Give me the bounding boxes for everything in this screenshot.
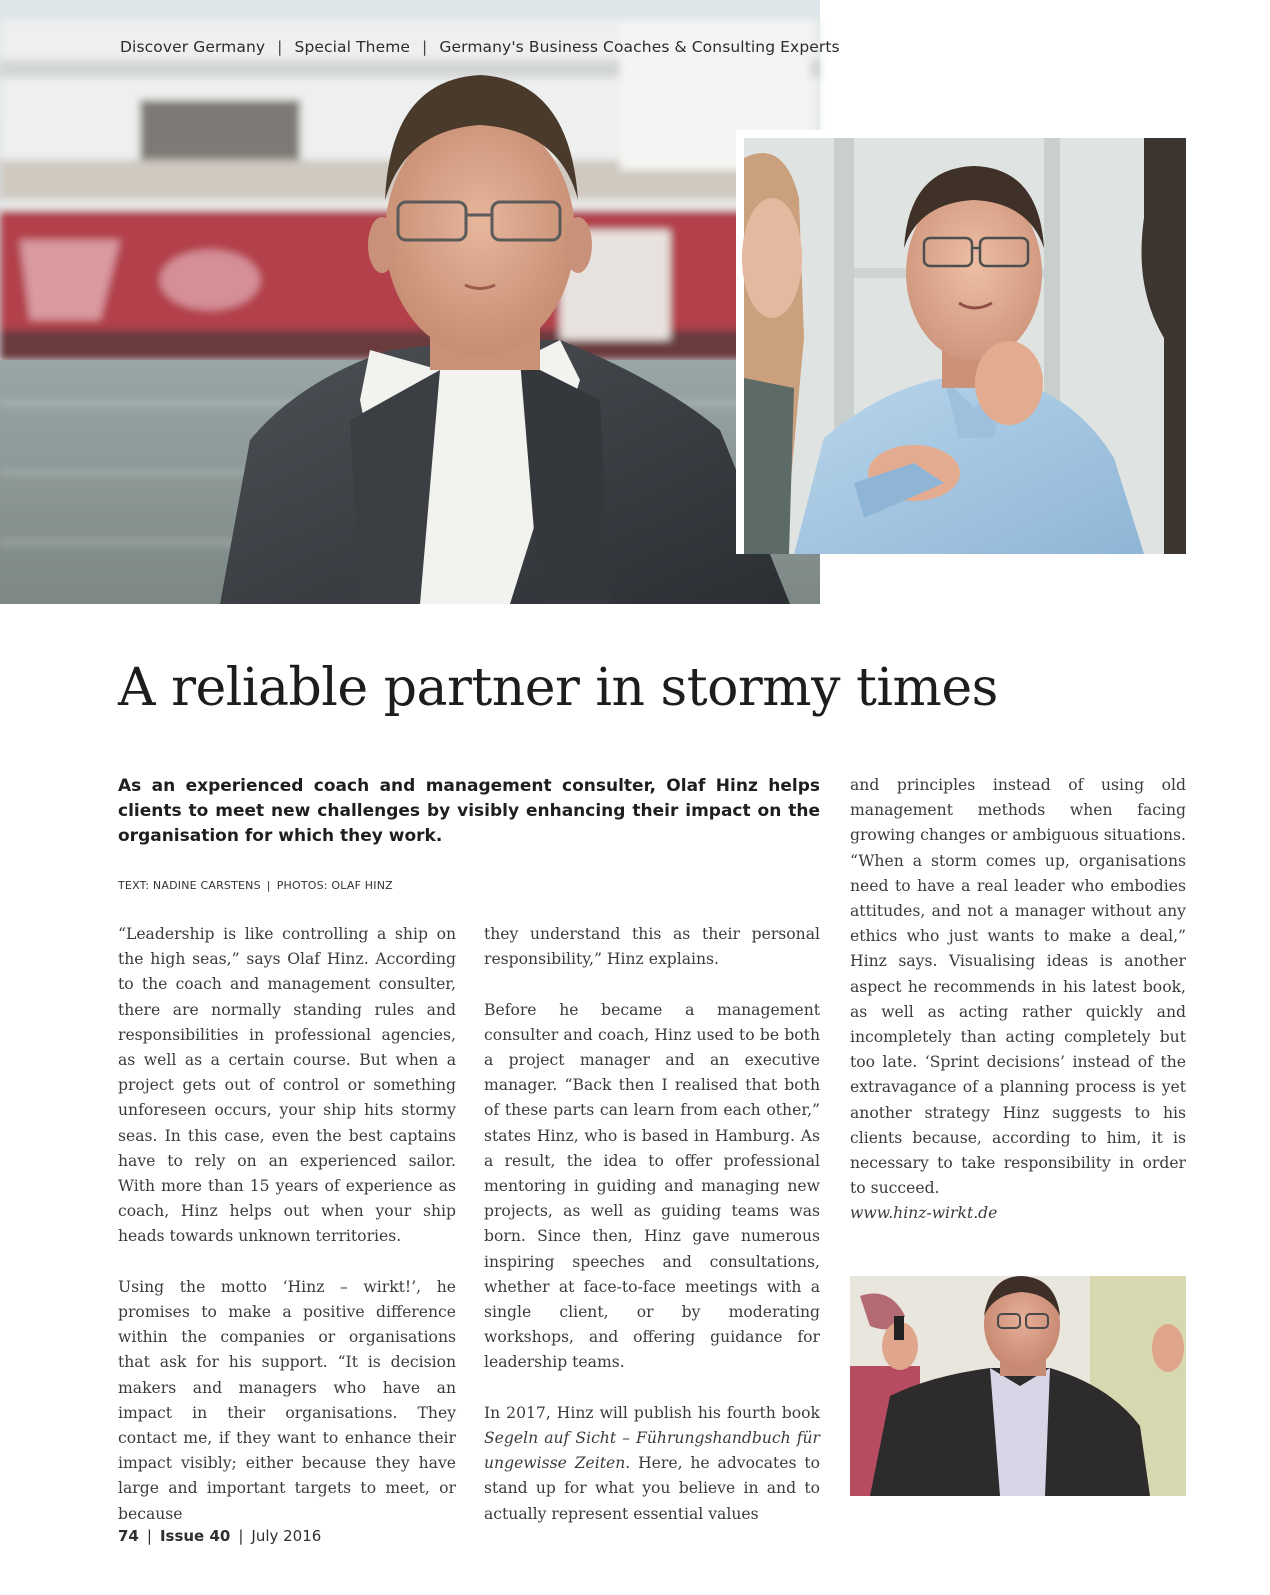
body-paragraph: Before he became a management consulter and coach, Hinz used to be both a project manager and an executive manager. “Back then I realised that both of these parts can learn from each other,” states Hinz, who is based in Hamburg. As a result, the idea to offer professional mentoring in guiding and managing new projects, as well as guiding teams was born. Since then, Hinz gave numerous inspiring speeches and consultations, whether at face-to-face meetings with a single client, or by moderating workshops, and offering guidance for leadership teams.	[484, 1000, 820, 1372]
header-theme: Special Theme	[294, 38, 411, 56]
credit-photos: PHOTOS: OLAF HINZ	[276, 879, 393, 892]
footer-separator: |	[146, 1527, 152, 1545]
body-paragraph: they understand this as their personal responsibility,” Hinz explains.	[484, 925, 820, 969]
speaker-photo	[850, 1276, 1186, 1496]
body-paragraph	[484, 1401, 820, 1527]
header-section: Discover Germany	[120, 38, 266, 56]
page-number: 74	[118, 1527, 139, 1545]
hero-photo	[0, 0, 820, 604]
speaker-photo-illustration	[850, 1276, 1186, 1496]
body-column-3	[850, 773, 1186, 1198]
body-paragraph: Using the motto ‘Hinz – wirkt!’, he promises to make a positive difference within the companies or organisations that ask for his support. “It is decision makers and managers who have an impact in their organisations. They contact me, if they want to enhance their impact visibly; either because they have large and important targets to meet, or because	[118, 1277, 456, 1523]
credit-separator: |	[266, 879, 271, 892]
running-header	[120, 38, 840, 56]
inset-photo	[736, 130, 1186, 554]
inset-photo-illustration	[744, 138, 1186, 554]
credit-text: TEXT: NADINE CARSTENS	[118, 879, 261, 892]
article-credits	[118, 879, 820, 892]
hero-photo-illustration	[0, 0, 820, 604]
book-title: Segeln auf Sicht – Führungshandbuch für ungewisse Zeiten.	[484, 1429, 820, 1473]
body-text: Here, he advocates to stand up for what you believe in and to actually represent essential values	[484, 1454, 820, 1523]
body-paragraph: and principles instead of using old management methods when facing growing changes or ambiguous situations. “When a storm comes up, organisations need to have a real leader who embodies attitudes, and not a manager without any ethics who just wants to make a deal,” Hinz says. Visualising ideas is another aspect he recommends in his latest book, as well as acting rather quickly and incompletely than acting completely but too late. ‘Sprint decisions’ instead of the extravagance of a planning process is yet another strategy Hinz suggests to his clients because, according to him, it is necessary to take responsibility in order to succeed.	[850, 776, 1186, 1198]
header-separator: |	[277, 38, 283, 56]
issue-number: Issue 40	[159, 1527, 231, 1545]
article-intro: As an experienced coach and management consulter, Olaf Hinz helps clients to meet new challenges by visibly enhancing their impact on the organisation for which they work.	[118, 776, 820, 846]
footer-separator: |	[238, 1527, 244, 1545]
body-text: In 2017, Hinz will publish his fourth book	[484, 1403, 820, 1422]
body-paragraph: “Leadership is like controlling a ship on the high seas,” says Olaf Hinz. According to the coach and management consulter, there are normally standing rules and responsibilities in professional agencies, as well as a certain course. But when a project gets out of control or something unforeseen occurs, your ship hits stormy seas. In this case, even the best captains have to rely on an experienced sailor. With more than 15 years of experience as coach, Hinz helps out when your ship heads towards unknown territories.	[118, 925, 456, 1246]
header-subtheme: Germany's Business Coaches & Consulting Experts	[439, 38, 840, 56]
header-separator: |	[422, 38, 428, 56]
body-column-2	[484, 922, 820, 1523]
page-footer	[118, 1527, 618, 1545]
body-column-1	[118, 922, 456, 1523]
website-link[interactable]: www.hinz-wirkt.de	[850, 1204, 998, 1222]
issue-date: July 2016	[251, 1527, 322, 1545]
article-headline: A reliable partner in stormy times	[118, 658, 998, 718]
